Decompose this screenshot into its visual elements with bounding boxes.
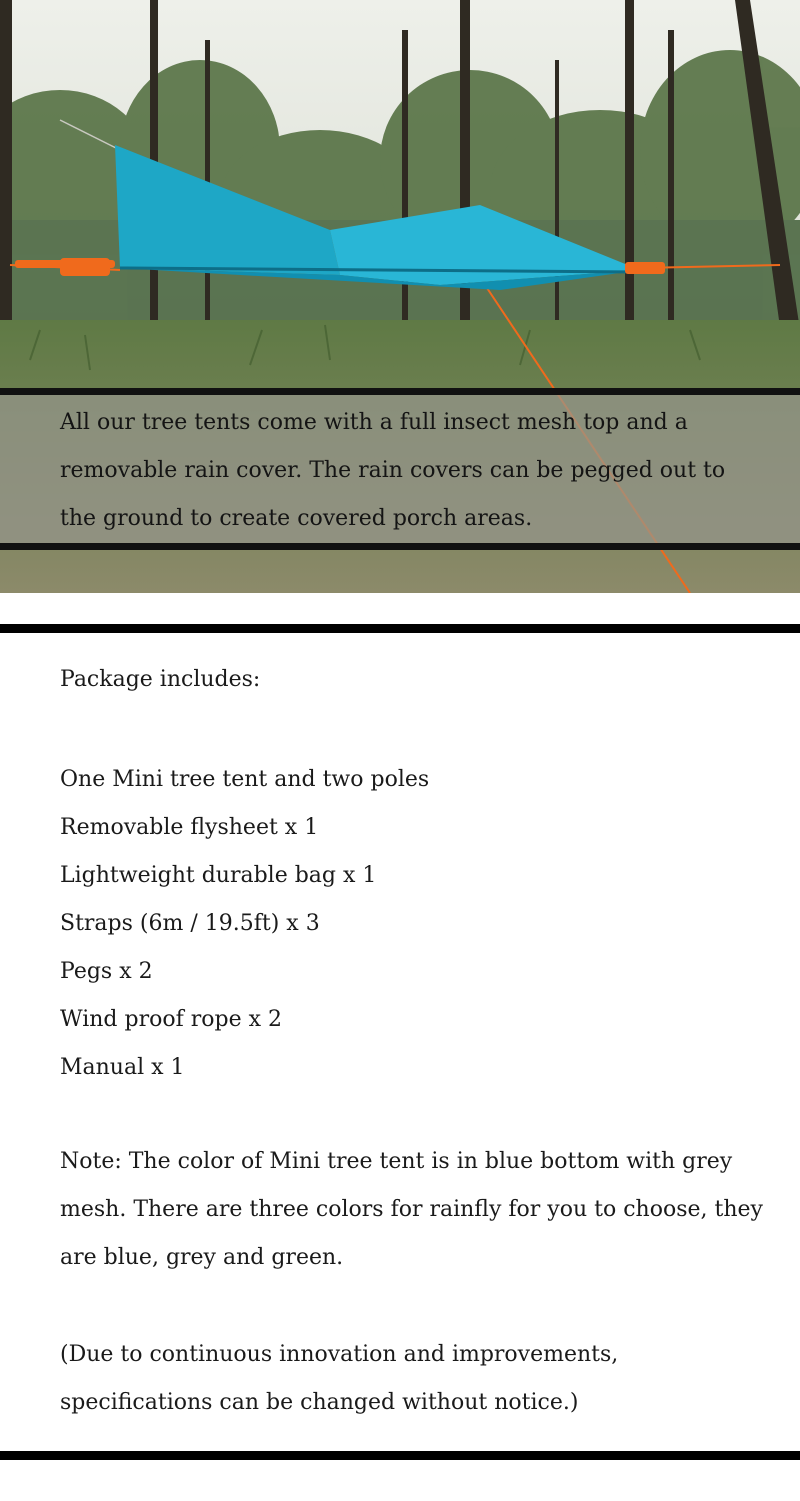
specifications-disclaimer: (Due to continuous innovation and improvements, specifications can be changed without notice.) (60, 1342, 619, 1415)
list-item: Removable flysheet x 1 (60, 815, 319, 840)
color-note: Note: The color of Mini tree tent is in blue bottom with grey mesh. There are three colors for rainfly for you to choose, they are blue, grey and green. (60, 1149, 763, 1270)
list-item: One Mini tree tent and two poles (60, 767, 430, 792)
list-item: Wind proof rope x 2 (60, 1007, 282, 1032)
section-divider-top (0, 624, 800, 633)
list-item: Straps (6m / 19.5ft) x 3 (60, 911, 320, 936)
section-divider-bottom (0, 1451, 800, 1460)
list-item: Lightweight durable bag x 1 (60, 863, 377, 888)
package-items-list (60, 756, 429, 1092)
hero-photo (0, 0, 800, 593)
list-item: Pegs x 2 (60, 959, 153, 984)
package-heading: Package includes: (60, 667, 261, 692)
list-item: Manual x 1 (60, 1055, 185, 1080)
hero-caption: All our tree tents come with a full insect mesh top and a removable rain cover. The rain covers can be pegged out to the ground to create covered porch areas. (60, 410, 726, 531)
